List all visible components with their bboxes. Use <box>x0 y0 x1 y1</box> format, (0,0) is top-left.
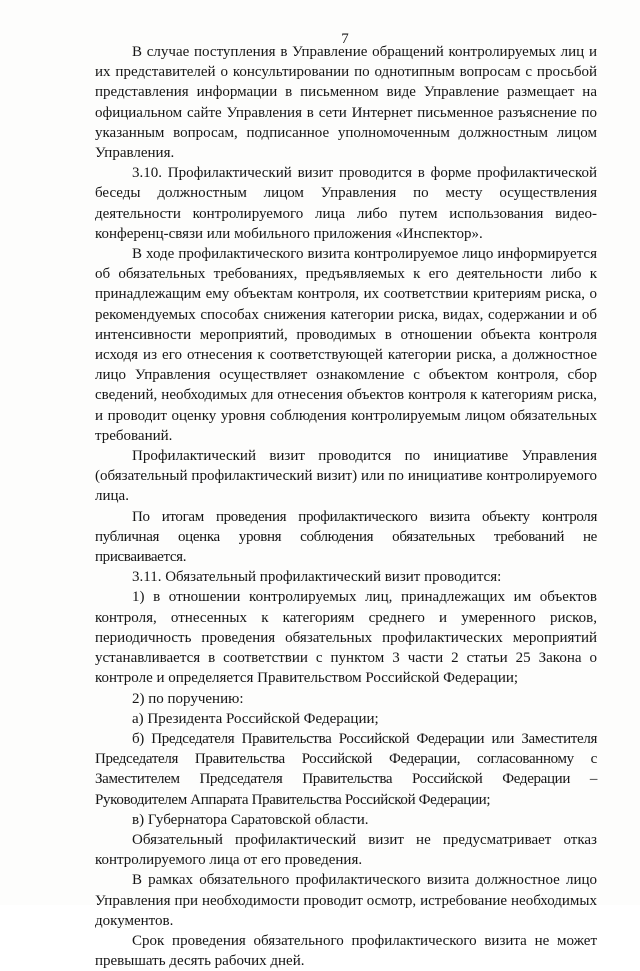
paragraph-item-b-chairman: б) Председателя Правительства Российской Федерации или Заместителя Председателя Правительства Российской Федерации, согласованному с Заместителем Председателя Правительства Российской Федерации – Руководителем Аппарата Правительства Российской Федерации; <box>95 730 597 808</box>
paragraph-no-refusal: Обязательный профилактический визит не предусматривает отказ контролируемого лица от его проведения. <box>95 831 597 869</box>
paragraph-item-1-risk-categories: 1) в отношении контролируемых лиц, принадлежащих им объектов контроля, отнесенных к категориям среднего и умеренного рисков, периодичность проведения обязательных профилактических мероприятий устанавливается в соответствии с пунктом 3 части 2 статьи 25 Закона о контроле и определяется Правительством Российской Федерации; <box>95 589 597 687</box>
page-number: 7 <box>341 31 349 47</box>
paragraph-consultation-explanation: В случае поступления в Управление обращений контролируемых лиц и их представителей о консультировании по однотипным вопросам с просьбой представления информации в письменном виде Управление размещает на официальном сайте Управления в сети Интернет письменное разъяснение по указанным вопросам, подписанное уполномоченным должностным лицом Управления. <box>95 44 597 162</box>
paragraph-3-10-visit-form: 3.10. Профилактический визит проводится в форме профилактической беседы должностным лицом Управления по месту осуществления деятельности контролируемого лица либо путем использования видео-конференц-связи или мобильного приложения «Инспектор». <box>95 165 597 242</box>
paragraph-item-2-instruction: 2) по поручению: <box>132 690 244 707</box>
paragraph-item-a-president: а) Президента Российской Федерации; <box>132 710 379 727</box>
paragraph-inspection-documents: В рамках обязательного профилактического визита должностное лицо Управления при необходимости проводит осмотр, истребование необходимых документов. <box>95 872 597 929</box>
paragraph-3-11-mandatory-visit: 3.11. Обязательный профилактический визит проводится: <box>132 569 502 586</box>
document-body <box>95 42 597 971</box>
paragraph-visit-initiative: Профилактический визит проводится по инициативе Управления (обязательный профилактический визит) или по инициативе контролируемого лица. <box>95 448 597 505</box>
paragraph-item-v-governor: в) Губернатора Саратовской области. <box>132 811 369 828</box>
paragraph-visit-results: По итогам проведения профилактического визита объекту контроля публичная оценка уровня соблюдения обязательных требований не присваивается. <box>95 508 597 566</box>
paragraph-visit-duration: Срок проведения обязательного профилактического визита не может превышать десять рабочих дней. <box>95 932 597 970</box>
paragraph-visit-informing: В ходе профилактического визита контролируемое лицо информируется об обязательных требованиях, предъявляемых к его деятельности либо к принадлежащим ему объектам контроля, их соответствии критериям риска, о рекомендуемых способах снижения категории риска, видах, содержании и об интенсивности мероприятий, проводимых в отношении объекта контроля исходя из его отнесения к соответствующей категории риска, а должностное лицо Управления осуществляет ознакомление с объектом контроля, сбор сведений, необходимых для отнесения объектов контроля к категориям риска, и проводит оценку уровня соблюдения контролируемым лицом обязательных требований. <box>95 246 597 444</box>
